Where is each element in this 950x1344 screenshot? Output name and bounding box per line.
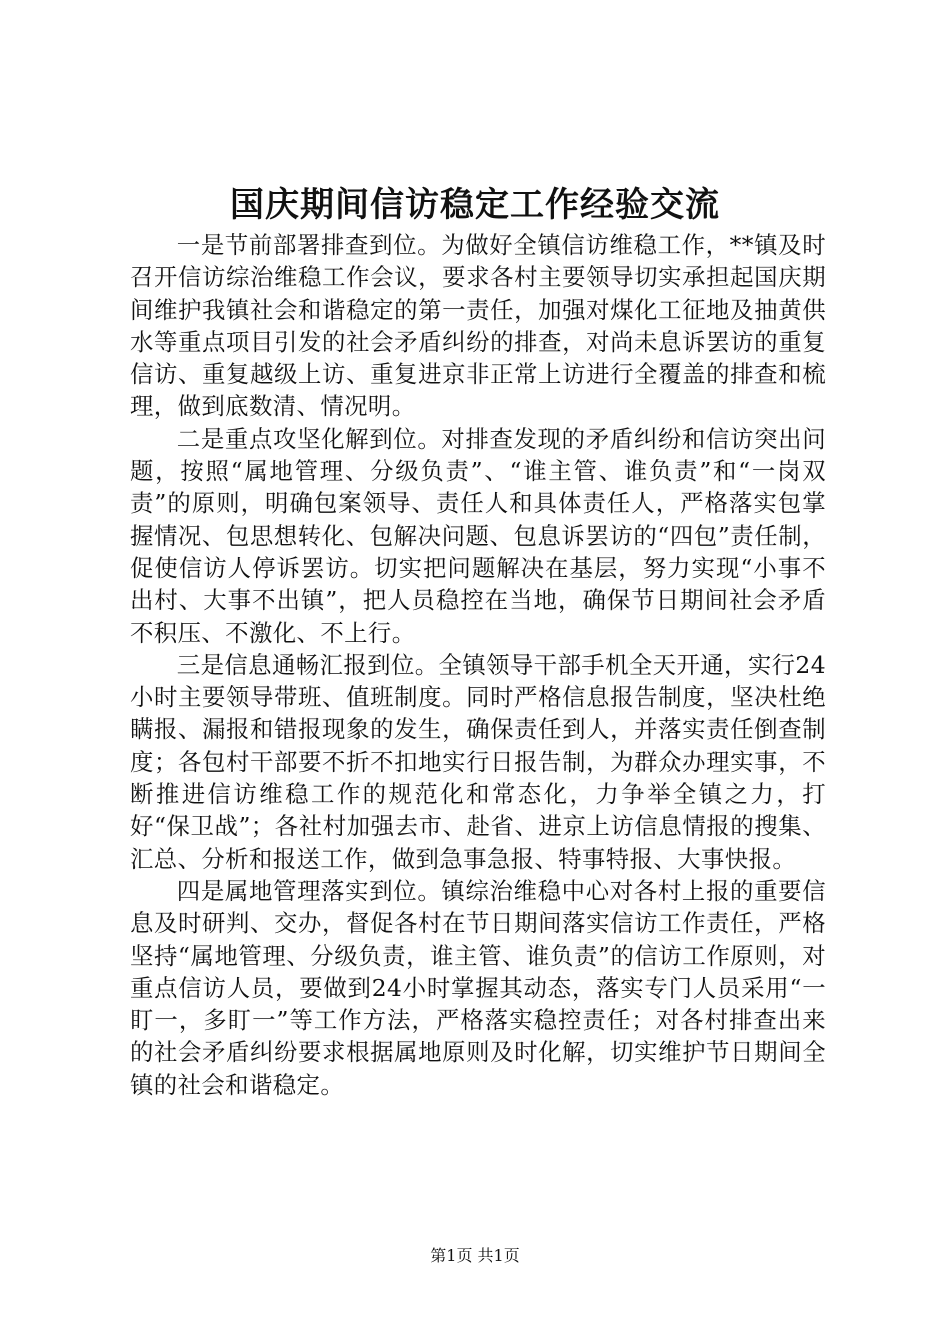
- paragraph-4: 四是属地管理落实到位。镇综治维稳中心对各村上报的重要信息及时研判、交办，督促各村在节日期间落实信访工作责任，严格坚持“属地管理、分级负责，谁主管、谁负责”的信访工作原则，对重点信访人员，要做到24小时掌握其动态，落实专门人员采用“一盯一，多盯一”等工作方法，严格落实稳控责任；对各村排查出来的社会矛盾纠纷要求根据属地原则及时化解，切实维护节日期间全镇的社会和谐稳定。: [130, 876, 826, 1099]
- document-title: 国庆期间信访稳定工作经验交流: [230, 185, 720, 225]
- document-body: [130, 229, 826, 1101]
- paragraph-3: 三是信息通畅汇报到位。全镇领导干部手机全天开通，实行24小时主要领导带班、值班制度。同时严格信息报告制度，坚决杜绝瞒报、漏报和错报现象的发生，确保责任到人，并落实责任倒查制度；各包村干部要不折不扣地实行日报告制，为群众办理实事，不断推进信访维稳工作的规范化和常态化，力争举全镇之力，打好“保卫战”；各社村加强去市、赴省、进京上访信息情报的搜集、汇总、分析和报送工作，做到急事急报、特事特报、大事快报。: [130, 650, 826, 873]
- paragraph-1: 一是节前部署排查到位。为做好全镇信访维稳工作，**镇及时召开信访综治维稳工作会议，要求各村主要领导切实承担起国庆期间维护我镇社会和谐稳定的第一责任，加强对煤化工征地及抽黄供水等重点项目引发的社会矛盾纠纷的排查，对尚未息诉罢访的重复信访、重复越级上访、重复进京非正常上访进行全覆盖的排查和梳理，做到底数清、情况明。: [130, 231, 826, 421]
- page-footer: 第1页 共1页: [430, 1246, 520, 1265]
- paragraph-2: 二是重点攻坚化解到位。对排查发现的矛盾纠纷和信访突出问题，按照“属地管理、分级负责”、“谁主管、谁负责”和“一岗双责”的原则，明确包案领导、责任人和具体责任人，严格落实包掌握情况、包思想转化、包解决问题、包息诉罢访的“四包”责任制，促使信访人停诉罢访。切实把问题解决在基层，努力实现“小事不出村、大事不出镇”，把人员稳控在当地，确保节日期间社会矛盾不积压、不激化、不上行。: [130, 424, 826, 647]
